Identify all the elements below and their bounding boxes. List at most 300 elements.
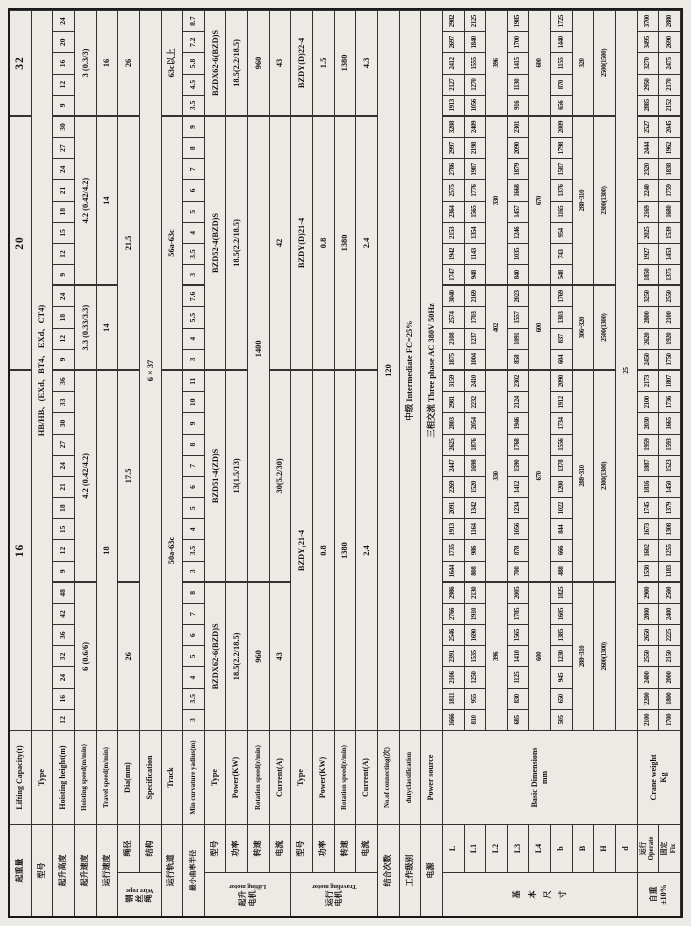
rope-dia-cell: 26	[118, 10, 140, 116]
dim-b-header-s: b	[551, 824, 573, 872]
dim-d-header-s: d	[616, 824, 638, 872]
dim-L-cell: 2786	[443, 158, 465, 179]
dim-L1-cell: 1354	[465, 222, 487, 243]
hoisting-height-cell: 30	[53, 116, 75, 137]
dim-L-cell: 1644	[443, 561, 465, 582]
dim-b-cell: 548	[551, 264, 573, 285]
dim-b-cell: 1022	[551, 497, 573, 518]
weight-fix-header-line: Fix	[669, 843, 677, 854]
dim-b-cell: 1734	[551, 412, 573, 433]
dim-L3-cell: 1879	[508, 158, 530, 179]
travel-motor-power-header-e: Power(KW)	[313, 730, 335, 824]
weight-fix-cell: 1962	[659, 137, 681, 158]
weight-fix-cell: 1920	[659, 328, 681, 349]
travel-motor-type-header-e: Type	[291, 730, 313, 824]
dim-B-cell: 288~310	[573, 582, 595, 730]
rope-spec-cell: 6 × 37	[140, 10, 162, 730]
travel-speed-cell: 14	[97, 285, 119, 370]
rope-dia-cell: 17.5	[118, 370, 140, 582]
min-curvature-cell: 5	[183, 201, 205, 222]
hoisting-height-cell: 16	[53, 52, 75, 73]
weight-operate-cell: 1850	[638, 264, 660, 285]
weight-fix-cell: 2880	[659, 10, 681, 31]
min-curvature-cell: 3	[183, 561, 205, 582]
min-curvature-cell: 7	[183, 455, 205, 476]
rope-dia-header-g	[118, 872, 161, 916]
hoisting-height-cell: 15	[53, 222, 75, 243]
min-curvature-cell: 3.5	[183, 95, 205, 116]
dim-H-cell: 2300(1300)	[594, 116, 616, 285]
weight-operate-cell: 3700	[638, 10, 660, 31]
min-curvature-cell: 7	[183, 603, 205, 624]
weight-operate-cell: 2100	[638, 391, 660, 412]
dim-H-cell: 2500(1500)	[594, 10, 616, 116]
weight-operate-header-line: ±10%	[658, 884, 668, 905]
rope-dia-header-line: 绳	[144, 894, 154, 903]
weight-operate-cell: 2030	[638, 412, 660, 433]
dim-L-cell: 2982	[443, 10, 465, 31]
dim-L1-cell: 1776	[465, 179, 487, 200]
weight-fix-cell: 2400	[659, 603, 681, 624]
dim-L3-cell: 1091	[508, 328, 530, 349]
min-curvature-cell: 3.5	[183, 539, 205, 560]
weight-fix-cell: 1800	[659, 688, 681, 709]
dim-L-cell: 2364	[443, 201, 465, 222]
min-curvature-cell: 5	[183, 497, 205, 518]
weight-fix-cell: 1453	[659, 243, 681, 264]
travel-motor-current-cell: 2.4	[356, 370, 378, 730]
dim-L-cell: 2997	[443, 137, 465, 158]
dim-L3-cell: 2023	[508, 285, 530, 306]
dim-L1-cell: 808	[465, 561, 487, 582]
dim-L3-cell: 700	[508, 561, 530, 582]
dim-L-header-s: L	[443, 824, 465, 872]
min-curvature-cell: 8.7	[183, 10, 205, 31]
dim-L-cell: 3159	[443, 370, 465, 391]
hoisting-height-cell: 24	[53, 455, 75, 476]
dim-L3-cell: 1700	[508, 31, 530, 52]
min-curvature-cell: 6	[183, 624, 205, 645]
weight-fix-cell: 1255	[659, 539, 681, 560]
hoisting-height-cell: 27	[53, 137, 75, 158]
travel-speed-header-e: Travel speed(m/min)	[97, 730, 119, 824]
dim-L-cell: 2986	[443, 582, 465, 603]
dim-b-cell: 743	[551, 243, 573, 264]
hoisting-height-cell: 24	[53, 666, 75, 687]
dim-L-cell: 2697	[443, 31, 465, 52]
hoisting-height-cell: 15	[53, 518, 75, 539]
dim-L-cell: 2575	[443, 179, 465, 200]
min-curvature-cell: 8	[183, 137, 205, 158]
weight-fix-cell: 1680	[659, 201, 681, 222]
hoisting-height-cell: 12	[53, 539, 75, 560]
lift-motor-current-cell: 42	[270, 116, 292, 370]
dim-H-header-s: H	[594, 824, 616, 872]
dim-L2-cell: 330	[486, 116, 508, 285]
dim-L-cell: 1747	[443, 264, 465, 285]
weight-operate-cell: 1959	[638, 434, 660, 455]
dim-L3-cell: 1415	[508, 52, 530, 73]
dim-L-cell: 2574	[443, 306, 465, 327]
dim-L4-cell: 670	[529, 370, 551, 582]
travel-motor-type-cell: BZDY(D)21-4	[291, 116, 313, 370]
weight-operate-cell: 2240	[638, 179, 660, 200]
min-curvature-cell: 4.5	[183, 74, 205, 95]
travel-motor-speed-cell: 1380	[335, 370, 357, 730]
dim-L1-cell: 2054	[465, 412, 487, 433]
dim-L3-cell: 1130	[508, 74, 530, 95]
hoisting-height-cell: 21	[53, 476, 75, 497]
min-curvature-cell: 7.6	[183, 285, 205, 306]
lift-motor-type-cell: BZD51-4(ZD)S	[205, 370, 227, 582]
crane-type-cell: HB/HB、(EXd、BT4、 EXd、CT4)	[32, 10, 54, 730]
weight-operate-header-line: Crane weight	[649, 754, 659, 801]
dim-L1-cell: 1520	[465, 476, 487, 497]
weight-operate-cell: 2885	[638, 95, 660, 116]
min-curvature-cell: 4	[183, 666, 205, 687]
hoisting-height-cell: 18	[53, 201, 75, 222]
min-curvature-cell: 11	[183, 370, 205, 391]
rope-dia-header-en-rotated: Wire rope	[125, 886, 154, 894]
dim-L-cell: 2546	[443, 624, 465, 645]
weight-operate-cell: 2169	[638, 201, 660, 222]
dim-L3-cell: 2301	[508, 116, 530, 137]
dim-L-cell: 2391	[443, 645, 465, 666]
hoisting-height-cell: 42	[53, 603, 75, 624]
weight-operate-header-e	[638, 730, 681, 824]
weight-fix-cell: 2475	[659, 52, 681, 73]
dim-L1-cell: 955	[465, 688, 487, 709]
min-curvature-cell: 7.2	[183, 31, 205, 52]
hoisting-height-cell: 9	[53, 95, 75, 116]
dim-L1-cell: 1237	[465, 328, 487, 349]
connecting-cell: 120	[378, 10, 400, 730]
dim-L3-cell: 1234	[508, 497, 530, 518]
dim-b-cell: 1440	[551, 31, 573, 52]
travel-speed-cell: 14	[97, 116, 119, 285]
duty-class-header-e: dutyclassification	[400, 730, 422, 824]
weight-fix-cell: 1379	[659, 497, 681, 518]
track-cell: 56a-63c	[162, 116, 184, 370]
crane-spec-table	[8, 8, 683, 918]
weight-fix-cell: 1736	[659, 391, 681, 412]
hoisting-height-cell: 48	[53, 582, 75, 603]
dim-L-cell: 1735	[443, 539, 465, 560]
dim-b-cell: 604	[551, 349, 573, 370]
dim-L3-cell: 1410	[508, 645, 530, 666]
dim-B-cell: 306~320	[573, 285, 595, 370]
weight-operate-header-line: 运行	[639, 841, 647, 856]
hoisting-height-cell: 36	[53, 624, 75, 645]
dim-L1-cell: 1270	[465, 74, 487, 95]
dim-L-header-line: 基	[512, 890, 522, 899]
dim-b-cell: 1605	[551, 603, 573, 624]
dim-L-cell: 2108	[443, 328, 465, 349]
dim-L3-cell: 1557	[508, 306, 530, 327]
hoisting-height-cell: 33	[53, 391, 75, 412]
track-cell: 50a-63c	[162, 370, 184, 730]
dim-L-cell: 1913	[443, 95, 465, 116]
lift-motor-current-header-e: Current(A)	[270, 730, 292, 824]
min-curvature-cell: 3	[183, 709, 205, 730]
lift-motor-power-cell: 18.5(2.2/18.5)	[226, 10, 248, 116]
dim-L4-cell: 600	[529, 285, 551, 370]
dim-L-header-line: 寸	[557, 890, 567, 899]
dim-L-cell: 1913	[443, 518, 465, 539]
travel-motor-speed-header-e: Rotation speed(r/min)	[335, 730, 357, 824]
dim-L-cell: 2803	[443, 412, 465, 433]
dim-L-cell: 2127	[443, 74, 465, 95]
dim-L1-cell: 1876	[465, 434, 487, 455]
weight-fix-cell: 1183	[659, 561, 681, 582]
dim-L1-cell: 986	[465, 539, 487, 560]
travel-motor-type-header-line: 电机	[334, 890, 344, 907]
dim-b-cell: 666	[551, 539, 573, 560]
travel-motor-current-cell: 4.3	[356, 10, 378, 116]
dim-L3-cell: 1412	[508, 476, 530, 497]
weight-fix-header-line: 固定	[661, 841, 669, 856]
weight-operate-header-s	[638, 824, 660, 872]
dim-b-cell: 1385	[551, 624, 573, 645]
lift-motor-type-header-en-rotated: Lifting motor	[229, 882, 267, 890]
lift-motor-speed-header-e: Rotation speed(r/min)	[248, 730, 270, 824]
dim-L1-cell: 1004	[465, 349, 487, 370]
dim-B-cell: 288~310	[573, 116, 595, 285]
hoisting-height-cell: 9	[53, 349, 75, 370]
dim-b-cell: 1556	[551, 434, 573, 455]
min-curvature-cell: 9	[183, 412, 205, 433]
travel-motor-speed-cell: 1380	[335, 10, 357, 116]
travel-speed-cell: 16	[97, 10, 119, 116]
rope-dia-cell: 26	[118, 582, 140, 730]
weight-operate-cell: 2450	[638, 349, 660, 370]
lift-motor-type-header-line: 电机	[247, 890, 257, 907]
weight-operate-cell: 1927	[638, 243, 660, 264]
dim-L-cell: 3208	[443, 116, 465, 137]
hoisting-height-cell: 9	[53, 264, 75, 285]
rope-dia-header-line: 钢	[124, 894, 134, 903]
min-curvature-cell: 10	[183, 391, 205, 412]
dim-L3-cell: 1056	[508, 518, 530, 539]
weight-fix-cell: 2045	[659, 116, 681, 137]
dim-L1-cell: 1690	[465, 624, 487, 645]
dim-L1-cell: 1143	[465, 243, 487, 264]
travel-motor-type-header-g	[291, 872, 378, 916]
dim-b-cell: 1200	[551, 476, 573, 497]
travel-motor-current-header-e: Current(A)	[356, 730, 378, 824]
dim-L-cell: 2447	[443, 455, 465, 476]
travel-motor-type-header-line: 运行	[324, 890, 334, 907]
lift-motor-speed-cell: 960	[248, 582, 270, 730]
dim-L3-cell: 1785	[508, 603, 530, 624]
weight-operate-cell: 2527	[638, 116, 660, 137]
dim-L-cell: 2269	[443, 476, 465, 497]
travel-motor-type-header-en-rotated: Traveling motor	[311, 882, 357, 890]
track-header-ch: 运行轨道	[162, 824, 184, 916]
travel-motor-power-header-s: 功率	[313, 824, 335, 872]
hoisting-height-header-ch: 起升高度	[53, 824, 75, 916]
dim-L3-cell: 685	[508, 709, 530, 730]
hoisting-height-cell: 24	[53, 285, 75, 306]
rope-spec-header-e: Specification	[140, 730, 162, 824]
rope-dia-cell: 21.5	[118, 116, 140, 370]
weight-operate-cell: 3270	[638, 52, 660, 73]
hoisting-speed-cell: 3.3 (0.33/3.3)	[75, 285, 97, 370]
lift-motor-current-cell: 43	[270, 10, 292, 116]
hoisting-height-cell: 9	[53, 561, 75, 582]
dim-b-cell: 1165	[551, 201, 573, 222]
dim-b-cell: 837	[551, 328, 573, 349]
dim-L-header-line: 本	[527, 890, 537, 899]
weight-operate-header-g	[638, 872, 681, 916]
dim-H-cell: 2300(1300)	[594, 370, 616, 582]
hoisting-height-cell: 24	[53, 158, 75, 179]
hoisting-speed-cell: 4.2 (0.42/4.2)	[75, 116, 97, 285]
lift-motor-power-cell: 18.5(2.2/18.5)	[226, 582, 248, 730]
dim-L3-cell: 1125	[508, 666, 530, 687]
dim-L3-cell: 878	[508, 539, 530, 560]
dim-L1-cell: 1840	[465, 31, 487, 52]
dim-b-cell: 1155	[551, 52, 573, 73]
dim-L-cell: 1811	[443, 688, 465, 709]
weight-fix-cell: 1593	[659, 434, 681, 455]
dim-d-cell: 25	[616, 10, 638, 730]
dim-L1-cell: 1250	[465, 666, 487, 687]
min-curvature-cell: 3.5	[183, 243, 205, 264]
lift-motor-power-header-s: 功率	[226, 824, 248, 872]
min-curvature-cell: 6	[183, 179, 205, 200]
dim-L-cell: 1875	[443, 349, 465, 370]
min-curvature-header-e: Min curvature yadius(m)	[183, 730, 205, 824]
dim-L1-cell: 1565	[465, 201, 487, 222]
dim-b-cell: 1378	[551, 455, 573, 476]
min-curvature-cell: 8	[183, 434, 205, 455]
lift-motor-type-header-s: 型号	[205, 824, 227, 872]
hoisting-speed-cell: 3 (0.3/3)	[75, 10, 97, 116]
travel-motor-power-cell: 1.5	[313, 10, 335, 116]
dim-L2-cell: 330	[486, 370, 508, 582]
lift-motor-type-header-line: 起升	[237, 890, 247, 907]
lift-motor-current-cell: 43	[270, 582, 292, 730]
dim-L3-cell: 1246	[508, 222, 530, 243]
connecting-header-ch: 结合次数	[378, 824, 400, 916]
dim-L3-cell: 858	[508, 349, 530, 370]
dim-L-cell: 2106	[443, 666, 465, 687]
dim-L3-cell: 916	[508, 95, 530, 116]
weight-fix-cell: 1838	[659, 158, 681, 179]
dim-L1-cell: 1703	[465, 306, 487, 327]
lift-motor-speed-cell: 960	[248, 10, 270, 116]
dim-L3-cell: 2124	[508, 391, 530, 412]
power-source-header-e: Power source	[421, 730, 443, 824]
duty-class-header-ch: 工作级别	[400, 824, 422, 916]
weight-operate-cell: 2173	[638, 370, 660, 391]
weight-fix-cell: 1759	[659, 179, 681, 200]
travel-motor-type-cell: BZDY₁21-4	[291, 370, 313, 730]
hoisting-height-cell: 12	[53, 328, 75, 349]
capacity-header-e: Lifting Capacity(t)	[10, 730, 32, 824]
dim-L-cell: 2412	[443, 52, 465, 73]
dim-L3-cell: 840	[508, 264, 530, 285]
dim-L-cell: 1666	[443, 709, 465, 730]
power-source-header-ch: 电源	[421, 824, 443, 916]
weight-fix-cell: 2100	[659, 306, 681, 327]
weight-operate-cell: 2100	[638, 709, 660, 730]
hoisting-height-cell: 27	[53, 434, 75, 455]
weight-fix-cell: 1375	[659, 264, 681, 285]
weight-operate-cell: 2025	[638, 222, 660, 243]
min-curvature-cell: 3.5	[183, 688, 205, 709]
weight-fix-cell: 1807	[659, 370, 681, 391]
weight-operate-cell: 1745	[638, 497, 660, 518]
dim-b-cell: 1725	[551, 10, 573, 31]
dim-b-cell: 844	[551, 518, 573, 539]
dim-b-cell: 2009	[551, 116, 573, 137]
dim-L-header-line: Basic Dimensions	[530, 747, 540, 808]
dim-L1-cell: 2169	[465, 285, 487, 306]
weight-fix-cell: 2225	[659, 624, 681, 645]
lift-motor-speed-cell: 1400	[248, 116, 270, 582]
min-curvature-cell: 4	[183, 222, 205, 243]
hoisting-height-cell: 21	[53, 179, 75, 200]
lift-motor-current-header-s: 电流	[270, 824, 292, 872]
capacity-cell: 32	[10, 10, 32, 116]
hoisting-speed-cell: 4.2 (0.42/4.2)	[75, 370, 97, 582]
rope-dia-header-e: Dia(mm)	[118, 730, 140, 824]
weight-fix-cell: 2550	[659, 285, 681, 306]
travel-motor-speed-cell: 1380	[335, 116, 357, 370]
lift-motor-type-header-g	[205, 872, 292, 916]
hoisting-height-cell: 12	[53, 74, 75, 95]
capacity-header-ch: 起重量	[10, 824, 32, 916]
hoisting-height-cell: 36	[53, 370, 75, 391]
dim-L-header-e	[443, 730, 638, 824]
dim-L4-cell: 670	[529, 116, 551, 285]
dim-H-cell: 2600(1300)	[594, 582, 616, 730]
dim-L-header-line: 尺	[542, 890, 552, 899]
hoisting-height-cell: 30	[53, 412, 75, 433]
dim-L3-cell: 1590	[508, 455, 530, 476]
min-curvature-header-ch: 最小曲率半径	[183, 824, 205, 916]
dim-L-cell: 3040	[443, 285, 465, 306]
dim-L3-cell: 2090	[508, 137, 530, 158]
weight-fix-cell: 1308	[659, 518, 681, 539]
weight-operate-cell: 2400	[638, 666, 660, 687]
power-source-cell: 三相交流 Three phase AC 380V 50Hz	[421, 10, 443, 730]
lift-motor-type-cell: BZDX62-6(BZD)S	[205, 10, 227, 116]
dim-L1-cell: 2410	[465, 370, 487, 391]
dim-B-header-s: B	[573, 824, 595, 872]
dim-b-cell: 650	[551, 688, 573, 709]
weight-operate-cell: 2320	[638, 158, 660, 179]
min-curvature-cell: 9	[183, 116, 205, 137]
dim-L1-cell: 1987	[465, 158, 487, 179]
lift-motor-power-cell: 18.5(2.2/18.5)	[226, 116, 248, 370]
weight-operate-cell: 3250	[638, 285, 660, 306]
dim-b-cell: 1825	[551, 582, 573, 603]
capacity-cell: 20	[10, 116, 32, 370]
travel-speed-cell: 18	[97, 370, 119, 730]
dim-b-cell: 1303	[551, 306, 573, 327]
track-header-e: Track	[162, 730, 184, 824]
min-curvature-cell: 8	[183, 582, 205, 603]
travel-motor-power-cell: 0.8	[313, 116, 335, 370]
dim-L1-cell: 1698	[465, 455, 487, 476]
weight-operate-cell: 1602	[638, 539, 660, 560]
dim-L3-cell: 830	[508, 688, 530, 709]
weight-fix-cell: 2152	[659, 95, 681, 116]
dim-H-cell: 2500(1300)	[594, 285, 616, 370]
